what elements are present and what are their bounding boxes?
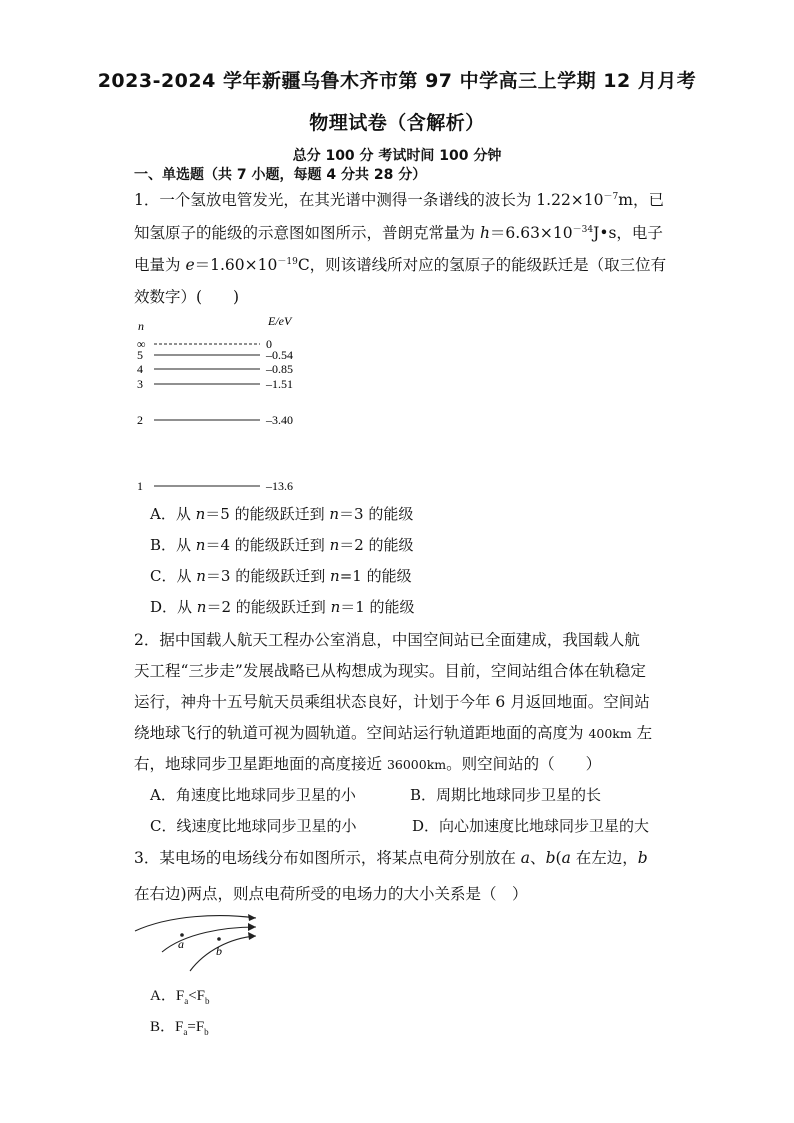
q1-option-b[interactable]: B．从 n＝4 的能级跃迁到 n＝2 的能级 (150, 536, 414, 554)
q1-option-a[interactable]: A．从 n＝5 的能级跃迁到 n＝3 的能级 (150, 505, 414, 523)
q2-line2: 天工程“三步走”发展战略已从构想成为现实。目前，空间站组合体在轨稳定 (134, 662, 646, 680)
field-line-bottom (190, 936, 256, 971)
q2-option-a[interactable]: A．角速度比地球同步卫星的小 (150, 786, 356, 804)
level-energy-label: –3.40 (266, 413, 293, 427)
arrowhead-bottom (248, 932, 256, 940)
q1-option-d[interactable]: D．从 n＝2 的能级跃迁到 n＝1 的能级 (150, 598, 415, 616)
q1-line2: 知氢原子的能级的示意图如图所示，普朗克常量为 $h=6.63\times 10^{-34}J•s$，电子 (134, 224, 663, 242)
q2-option-b[interactable]: B．周期比地球同步卫星的长 (410, 786, 602, 804)
q2-option-d[interactable]: D．向心加速度比地球同步卫星的大 (412, 817, 650, 835)
arrowhead-top (248, 914, 256, 921)
field-line-top (135, 916, 256, 931)
q3-line2: 在右边)两点，则点电荷所受的电场力的大小关系是（ ） (134, 885, 528, 903)
q2-line3: 运行，神舟十五号航天员乘组状态良好，计划于今年 6 月返回地面。空间站 (134, 693, 650, 711)
level-energy-label: 0 (266, 337, 272, 351)
level-n-label: 2 (137, 413, 143, 427)
field-line-middle (162, 927, 256, 952)
q3-option-a[interactable]: A．$F_a<F_b$ (150, 988, 210, 1006)
q2-option-c[interactable]: C．线速度比地球同步卫星的小 (150, 817, 357, 835)
level-n-label: 4 (137, 362, 143, 376)
level-n-label: 3 (137, 377, 143, 391)
point-b (217, 937, 221, 941)
point-b-label: b (216, 944, 222, 958)
level-energy-label: –0.85 (266, 362, 293, 376)
energy-level-diagram (130, 312, 330, 498)
section-heading: 一、单选题（共 7 小题，每题 4 分共 28 分） (134, 167, 427, 183)
q2-line1: 2．据中国载人航天工程办公室消息，中国空间站已全面建成，我国载人航 (134, 631, 640, 649)
level-energy-label: –13.6 (266, 479, 293, 493)
q3-option-b[interactable]: B．$F_a=F_b$ (150, 1019, 209, 1037)
level-n-label: ∞ (137, 337, 146, 351)
level-energy-label: –1.51 (266, 377, 293, 391)
axis-n-label: n (138, 319, 144, 333)
q1-option-c[interactable]: C．从 n＝3 的能级跃迁到 n=1 的能级 (150, 567, 412, 585)
q1-line3: 电量为 $e=1.60\times 10^{-19}C$，则该谱线所对应的氢原子的能级跃迁是（取三位有 (134, 256, 667, 274)
level-energy-label: –0.54 (266, 348, 293, 362)
level-n-label: 1 (137, 479, 143, 493)
arrowhead-middle (248, 923, 256, 931)
q2-line5: 右，地球同步卫星距地面的高度接近 36000km。则空间站的（ ） (134, 755, 602, 773)
q1-line4: 效数字）( ) (134, 288, 240, 306)
q1-line1: 1．一个氢放电管发光，在其光谱中测得一条谱线的波长为 $1.22\times 10^{-7}m$，已 (134, 191, 664, 209)
exam-title-line1: 2023-2024 学年新疆乌鲁木齐市第 97 中学高三上学期 12 月月考 (97, 70, 697, 92)
point-a-label: a (178, 937, 184, 951)
q2-line4: 绕地球飞行的轨道可视为圆轨道。空间站运行轨道距地面的高度为 400km 左 (134, 724, 653, 742)
electric-field-diagram (130, 905, 270, 975)
axis-e-label: E/eV (268, 314, 292, 328)
q3-line1: 3．某电场的电场线分布如图所示，将某点电荷分别放在 a、b(a 在左边，b (134, 849, 648, 867)
exam-title-line2: 物理试卷（含解析） (309, 112, 485, 134)
level-n-label: 5 (137, 348, 143, 362)
exam-subtitle: 总分 100 分 考试时间 100 分钟 (292, 148, 502, 164)
